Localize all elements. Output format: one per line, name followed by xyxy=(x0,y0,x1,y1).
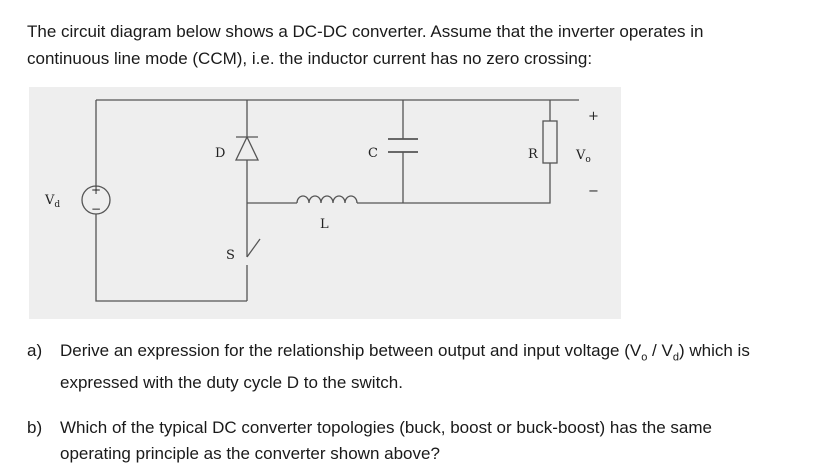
inductor-label: L xyxy=(320,217,329,232)
resistor-label: R xyxy=(528,147,538,162)
question-b xyxy=(27,415,822,467)
left-wire-lower xyxy=(96,214,247,301)
diode-label: D xyxy=(215,146,226,161)
source-plus: + xyxy=(91,183,102,197)
inductor-icon xyxy=(297,196,357,203)
question-a xyxy=(27,338,822,396)
output-label: $V_o$ xyxy=(576,148,591,165)
output-plus: + xyxy=(588,109,599,124)
question-a-line-1: Derive an expression for the relationship between output and input voltage $(V_o / V_d)$ which is xyxy=(60,341,750,364)
source-label: $V_d$ xyxy=(45,193,61,210)
intro-line-2: continuous line mode (CCM), i.e. the inductor current has no zero crossing: xyxy=(27,49,593,68)
circuit-svg xyxy=(29,87,621,319)
resistor-icon xyxy=(543,121,557,163)
capacitor-label: C xyxy=(368,146,378,161)
switch-label: S xyxy=(226,248,235,263)
circuit-diagram xyxy=(29,87,621,319)
question-a-label: a) xyxy=(27,341,43,360)
intro-line-1: The circuit diagram below shows a DC-DC converter. Assume that the inverter operates in xyxy=(27,22,704,41)
question-b-line-2: operating principle as the converter shown above? xyxy=(60,444,440,463)
source-minus: − xyxy=(91,202,102,216)
diode-icon xyxy=(236,137,258,160)
output-minus: − xyxy=(588,184,599,199)
switch-icon xyxy=(247,239,260,257)
question-a-line-2: expressed with the duty cycle D to the switch. xyxy=(60,373,403,393)
question-b-line-1: Which of the typical DC converter topologies (buck, boost or buck-boost) has the same xyxy=(60,418,712,437)
capacitor-icon xyxy=(388,139,418,152)
resistor-wire-bottom xyxy=(403,163,550,203)
intro-paragraph xyxy=(27,18,817,72)
question-b-label: b) xyxy=(27,418,43,437)
